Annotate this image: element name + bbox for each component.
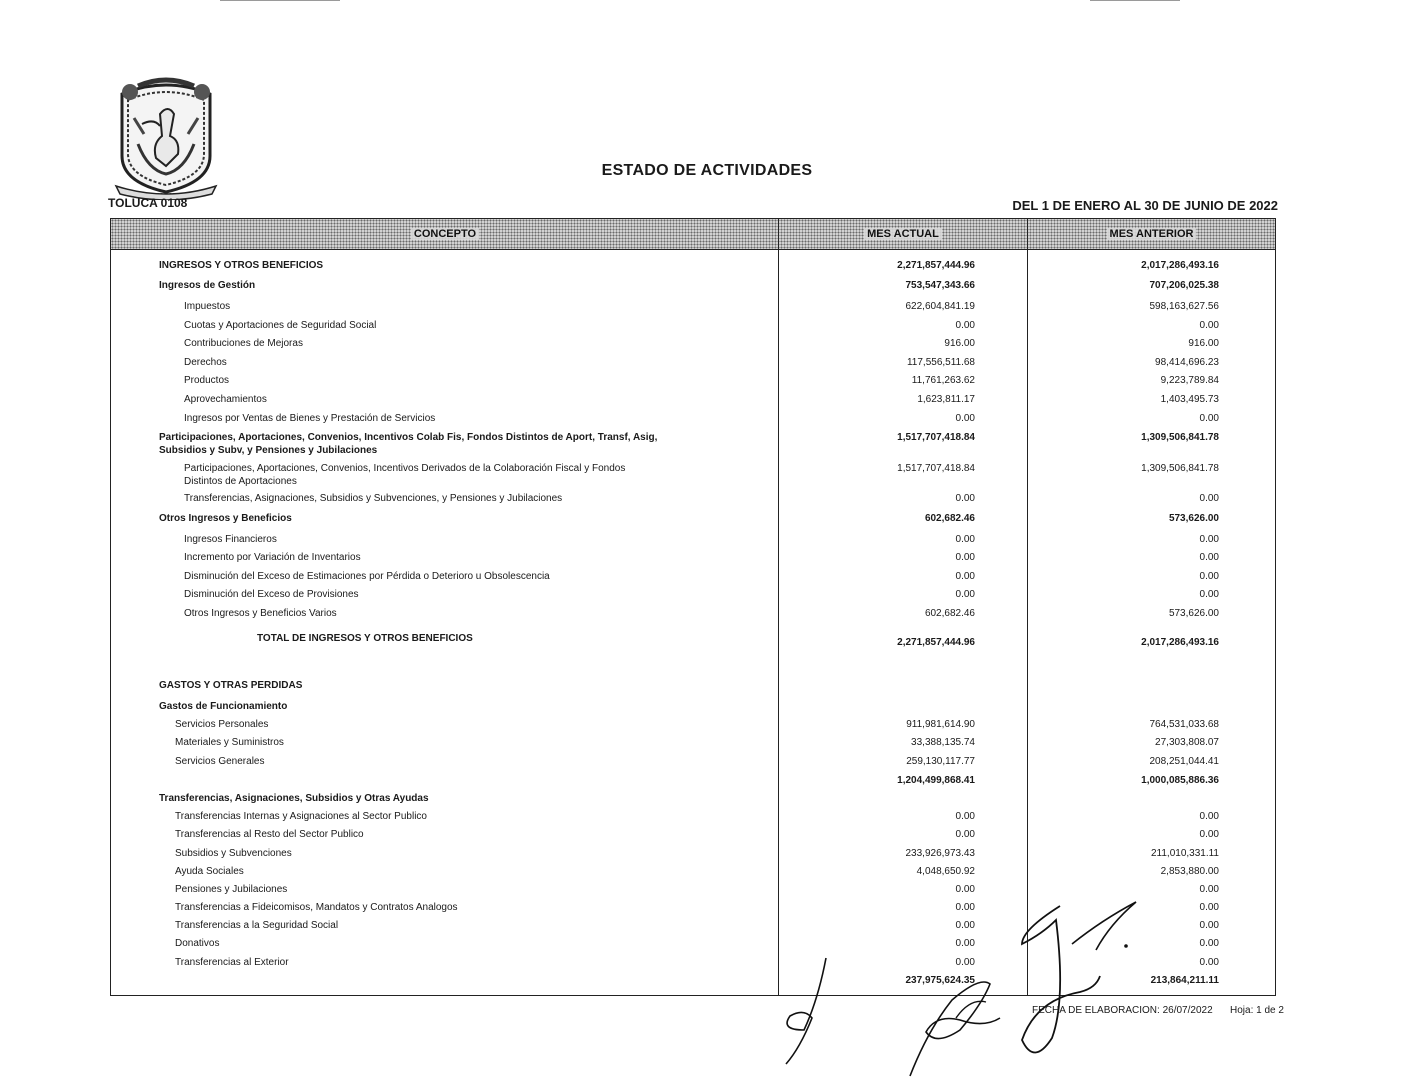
concept-label: Gastos de Funcionamiento — [159, 701, 288, 712]
mes-anterior-value: 707,206,025.38 — [1149, 280, 1219, 291]
mes-actual-value: 0.00 — [955, 571, 975, 582]
mes-actual-value: 0.00 — [955, 589, 975, 600]
mes-actual-value: 0.00 — [955, 413, 975, 424]
row-concept — [159, 279, 255, 292]
concept-label: Transferencias a Fideicomisos, Mandatos y Contratos Analogos — [175, 902, 458, 913]
row-concept — [184, 374, 229, 387]
row-concept — [184, 462, 625, 488]
elaboration-date: FECHA DE ELABORACION: 26/07/2022 — [1032, 1005, 1213, 1016]
mes-actual-value: 0.00 — [955, 938, 975, 949]
row-concept — [175, 919, 338, 932]
coat-of-arms-logo — [108, 74, 224, 200]
mes-actual-value: 233,926,973.43 — [905, 848, 975, 859]
mes-anterior-value: 573,626.00 — [1168, 513, 1219, 524]
row-concept — [184, 300, 230, 313]
concept-label: Pensiones y Jubilaciones — [175, 884, 288, 895]
concept-label: Derechos — [184, 357, 227, 368]
concept-label: Ingresos por Ventas de Bienes y Prestación de Servicios — [184, 413, 436, 424]
row-concept — [184, 533, 277, 546]
concept-label: Transferencias a la Seguridad Social — [175, 920, 339, 931]
concept-label: Ayuda Sociales — [175, 866, 244, 877]
mes-anterior-value: 9,223,789.84 — [1160, 375, 1219, 386]
mes-actual-value: 0.00 — [955, 811, 975, 822]
mes-anterior-value: 213,864,211.11 — [1150, 975, 1219, 986]
mes-anterior-value: 0.00 — [1199, 884, 1219, 895]
row-concept — [175, 755, 264, 768]
mes-actual-value: 1,204,499,868.41 — [897, 775, 975, 786]
column-divider — [1027, 219, 1028, 995]
row-concept — [175, 847, 292, 860]
row-concept — [159, 431, 657, 457]
mes-actual-value: 602,682.46 — [924, 513, 975, 524]
mes-actual-value: 1,517,707,418.84 — [897, 432, 975, 443]
row-concept — [184, 412, 435, 425]
mes-anterior-value: 764,531,033.68 — [1149, 719, 1219, 730]
mes-actual-value: 753,547,343.66 — [905, 280, 975, 291]
mes-anterior-value: 598,163,627.56 — [1149, 301, 1219, 312]
mes-anterior-value: 0.00 — [1199, 552, 1219, 563]
row-concept — [175, 718, 268, 731]
mes-actual-value: 11,761,263.62 — [911, 375, 975, 386]
mes-anterior-value: 1,309,506,841.78 — [1141, 432, 1219, 443]
mes-actual-value: 237,975,624.35 — [905, 975, 975, 986]
mes-anterior-value: 0.00 — [1199, 571, 1219, 582]
table-header — [111, 219, 1275, 250]
row-concept — [175, 810, 427, 823]
mes-anterior-value: 0.00 — [1199, 902, 1219, 913]
row-concept — [184, 337, 303, 350]
page-title: ESTADO DE ACTIVIDADES — [601, 162, 813, 179]
concept-label: Servicios Generales — [175, 756, 265, 767]
mes-anterior-value: 0.00 — [1199, 957, 1219, 968]
concept-label: Ingresos de Gestión — [159, 280, 256, 291]
row-concept — [175, 937, 219, 950]
concept-label: Transferencias, Asignaciones, Subsidios y Subvenciones, y Pensiones y Jubilaciones — [184, 493, 563, 504]
entity-code: TOLUCA 0108 — [108, 196, 188, 210]
mes-anterior-value: 27,303,808.07 — [1155, 737, 1219, 748]
row-concept — [184, 551, 361, 564]
column-header-mes-actual: MES ACTUAL — [779, 219, 1027, 249]
mes-anterior-value: 916.00 — [1188, 338, 1219, 349]
row-concept — [175, 736, 284, 749]
mes-anterior-value: 0.00 — [1199, 811, 1219, 822]
mes-actual-value: 0.00 — [955, 920, 975, 931]
mes-actual-value: 0.00 — [955, 552, 975, 563]
row-concept — [159, 259, 323, 272]
mes-anterior-value: 0.00 — [1199, 938, 1219, 949]
report-period: DEL 1 DE ENERO AL 30 DE JUNIO DE 2022 — [1012, 198, 1278, 213]
concept-label: Productos — [184, 375, 230, 386]
mes-actual-value: 0.00 — [955, 829, 975, 840]
concept-label: Incremento por Variación de Inventarios — [184, 552, 361, 563]
concept-label: TOTAL DE INGRESOS Y OTROS BENEFICIOS — [257, 633, 473, 644]
concept-label: Otros Ingresos y Beneficios Varios — [184, 608, 337, 619]
mes-actual-value: 33,388,135.74 — [911, 737, 975, 748]
mes-anterior-value: 1,309,506,841.78 — [1141, 463, 1219, 474]
mes-actual-value: 1,623,811.17 — [917, 394, 975, 405]
mes-actual-value: 0.00 — [955, 884, 975, 895]
mes-anterior-value: 0.00 — [1199, 493, 1219, 504]
mes-anterior-value: 208,251,044.41 — [1149, 756, 1219, 767]
concept-label: Otros Ingresos y Beneficios — [159, 513, 292, 524]
row-concept — [175, 865, 244, 878]
row-concept — [184, 393, 267, 406]
mes-actual-value: 4,048,650.92 — [916, 866, 975, 877]
mes-actual-value: 1,517,707,418.84 — [897, 463, 975, 474]
column-header-concepto: CONCEPTO — [111, 219, 779, 249]
mes-anterior-value: 0.00 — [1199, 534, 1219, 545]
concept-label: Disminución del Exceso de Estimaciones por Pérdida o Deterioro u Obsolescencia — [184, 571, 550, 582]
row-concept — [184, 607, 337, 620]
mes-anterior-value: 2,017,286,493.16 — [1141, 260, 1219, 271]
mes-anterior-value: 1,403,495.73 — [1160, 394, 1219, 405]
mes-anterior-value: 573,626.00 — [1168, 608, 1219, 619]
mes-actual-value: 916.00 — [944, 338, 975, 349]
handwritten-signatures — [760, 880, 1180, 1080]
concept-label: Transferencias Internas y Asignaciones al Sector Publico — [175, 811, 427, 822]
mes-anterior-value: 0.00 — [1199, 589, 1219, 600]
scan-artifact — [220, 0, 340, 1]
mes-anterior-value: 2,853,880.00 — [1160, 866, 1219, 877]
row-concept — [175, 828, 364, 841]
row-concept — [257, 632, 473, 645]
row-concept — [159, 700, 287, 713]
concept-label: Participaciones, Aportaciones, Convenios, Incentivos Colab Fis, Fondos Distintos de Aport, Transf, Asig, — [159, 432, 658, 443]
mes-actual-value: 2,271,857,444.96 — [897, 260, 975, 271]
svg-text:· · · · · · · · · ·: · · · · · · · · · · — [151, 191, 181, 197]
column-header-mes-anterior: MES ANTERIOR — [1028, 219, 1275, 249]
concept-label: Servicios Personales — [175, 719, 269, 730]
concept-label: Transferencias al Resto del Sector Publico — [175, 829, 364, 840]
mes-actual-value: 0.00 — [955, 957, 975, 968]
row-concept — [184, 570, 550, 583]
row-concept — [184, 356, 227, 369]
concept-label-continued: Subsidios y Subv, y Pensiones y Jubilaciones — [159, 445, 378, 456]
concept-label: INGRESOS Y OTROS BENEFICIOS — [159, 260, 324, 271]
concept-label-continued: Distintos de Aportaciones — [184, 476, 297, 487]
concept-label: Aprovechamientos — [184, 394, 267, 405]
mes-anterior-value: 1,000,085,886.36 — [1141, 775, 1219, 786]
concept-label: Materiales y Suministros — [175, 737, 284, 748]
mes-actual-value: 117,556,511.68 — [906, 357, 975, 368]
row-concept — [175, 901, 458, 914]
mes-actual-value: 0.00 — [955, 320, 975, 331]
row-concept — [159, 512, 292, 525]
mes-actual-value: 602,682.46 — [924, 608, 975, 619]
row-concept — [175, 883, 287, 896]
mes-actual-value: 0.00 — [955, 493, 975, 504]
mes-anterior-value: 0.00 — [1199, 413, 1219, 424]
row-concept — [175, 956, 289, 969]
mes-anterior-value: 98,414,696.23 — [1155, 357, 1219, 368]
row-concept — [159, 792, 429, 805]
mes-actual-value: 2,271,857,444.96 — [897, 637, 975, 648]
concept-label: Participaciones, Aportaciones, Convenios, Incentivos Derivados de la Colaboración Fiscal y Fondos — [184, 463, 626, 474]
concept-label: Impuestos — [184, 301, 231, 312]
scan-artifact — [1090, 0, 1180, 1]
concept-label: Subsidios y Subvenciones — [175, 848, 292, 859]
mes-anterior-value: 0.00 — [1199, 920, 1219, 931]
concept-label: GASTOS Y OTRAS PERDIDAS — [159, 680, 303, 691]
mes-actual-value: 0.00 — [955, 534, 975, 545]
mes-anterior-value: 2,017,286,493.16 — [1141, 637, 1219, 648]
page-number: Hoja: 1 de 2 — [1230, 1005, 1284, 1016]
mes-actual-value: 259,130,117.77 — [906, 756, 975, 767]
row-concept — [184, 492, 562, 505]
mes-actual-value: 911,981,614.90 — [906, 719, 975, 730]
row-concept — [184, 319, 376, 332]
mes-anterior-value: 0.00 — [1199, 829, 1219, 840]
mes-anterior-value: 211,010,331.11 — [1150, 848, 1219, 859]
concept-label: Contribuciones de Mejoras — [184, 338, 303, 349]
concept-label: Transferencias, Asignaciones, Subsidios y Otras Ayudas — [159, 793, 429, 804]
mes-actual-value: 622,604,841.19 — [905, 301, 975, 312]
row-concept — [184, 588, 359, 601]
concept-label: Cuotas y Aportaciones de Seguridad Social — [184, 320, 377, 331]
concept-label: Donativos — [175, 938, 220, 949]
concept-label: Transferencias al Exterior — [175, 957, 289, 968]
concept-label: Ingresos Financieros — [184, 534, 277, 545]
row-concept — [159, 679, 302, 692]
mes-actual-value: 0.00 — [955, 902, 975, 913]
concept-label: Disminución del Exceso de Provisiones — [184, 589, 359, 600]
mes-anterior-value: 0.00 — [1199, 320, 1219, 331]
